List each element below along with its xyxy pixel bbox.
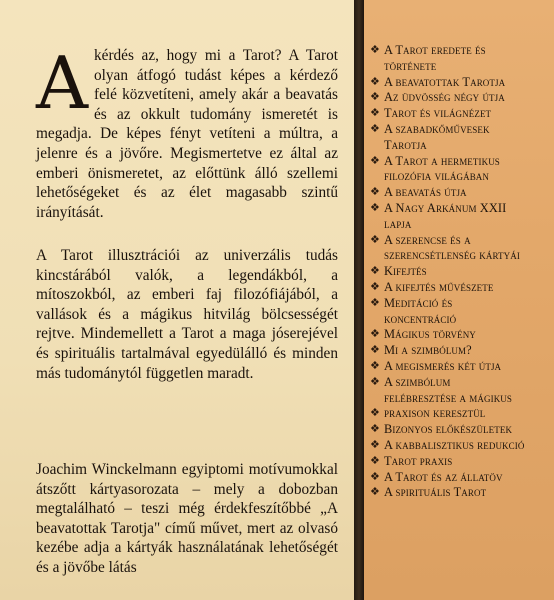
toc-item-title: A spirituális Tarot	[384, 485, 487, 500]
diamond-bullet-icon: ❖	[370, 423, 380, 436]
toc-item-title: Tarot praxis	[384, 453, 453, 468]
toc-item	[370, 327, 554, 343]
diamond-bullet-icon: ❖	[370, 359, 380, 372]
toc-item-title-continued: Tarotja	[384, 137, 427, 152]
toc-item-title: A szimbólum	[384, 374, 451, 389]
diamond-bullet-icon: ❖	[370, 233, 380, 246]
column-divider	[354, 0, 364, 600]
toc-item-title: A Tarot és az állatöv	[384, 469, 503, 484]
toc-item-title: Az üdvösség négy útja	[384, 90, 505, 105]
paragraph-3-text: Joachim Winckelmann egyiptomi motívumokkal átszőtt kártyasorozata – mely a dobozban megtalálható – teszi még érdekfeszítőbbé „A beavatottak Tarotja" című művet, mert az olvasó kezébe adja a kártyák használatának lehetőségét és a jövőbe látás	[36, 461, 338, 576]
toc-item-title-continued: szerencsétlenség kártyái	[384, 248, 520, 263]
toc-item-title: Mágikus törvény	[384, 327, 476, 342]
toc-item-title: Bizonyos előkészületek	[384, 422, 513, 437]
paragraph-illustrations	[36, 246, 338, 436]
toc-item-title-continued: filozófia világában	[384, 169, 489, 184]
toc-item-title-continued: története	[384, 58, 437, 73]
toc-item	[370, 296, 554, 328]
diamond-bullet-icon: ❖	[370, 470, 380, 483]
diamond-bullet-icon: ❖	[370, 438, 380, 451]
toc-item-title: praxison keresztül	[384, 406, 486, 421]
toc-item-title: Meditáció és	[384, 295, 453, 310]
toc-item-title: A megismerés két útja	[384, 358, 502, 373]
toc-item	[370, 454, 554, 470]
toc-item	[370, 470, 554, 486]
toc-item	[370, 43, 554, 75]
diamond-bullet-icon: ❖	[370, 154, 380, 167]
toc-item-title: A kabbalisztikus redukció	[384, 437, 525, 452]
toc-item-title: A beavatás útja	[384, 185, 467, 200]
toc-item-title: Tarot és világnézet	[384, 106, 492, 121]
toc-item-title: A szabadkőművesek	[384, 121, 490, 136]
toc-item-title: A kifejtés művészete	[384, 279, 494, 294]
toc-item-title: Mi a szimbólum?	[384, 343, 472, 358]
toc-item-title: A Tarot eredete és	[384, 43, 486, 57]
diamond-bullet-icon: ❖	[370, 91, 380, 104]
table-of-contents	[370, 43, 554, 501]
toc-item	[370, 406, 554, 422]
toc-item	[370, 75, 554, 91]
diamond-bullet-icon: ❖	[370, 407, 380, 420]
toc-item-title: A Tarot a hermetikus	[384, 153, 500, 168]
toc-item-title-continued: koncentráció	[384, 311, 457, 326]
toc-item	[370, 422, 554, 438]
toc-item	[370, 438, 554, 454]
diamond-bullet-icon: ❖	[370, 201, 380, 214]
paragraph-2-text: A Tarot illusztrációi az univerzális tudás kincstárából valók, a legendákból, a mítoszokból, az emberi faj filozófiájából, a vallások és a mágikus hitvilág bölcsességét rejtve. Mindemellett a Tarot a maga jóserejével és spirituális tartalmával egyedülálló és minden más tudománytól független maradt.	[36, 247, 338, 382]
diamond-bullet-icon: ❖	[370, 122, 380, 135]
diamond-bullet-icon: ❖	[370, 75, 380, 88]
toc-item-title: A Nagy Arkánum XXII	[384, 200, 507, 215]
diamond-bullet-icon: ❖	[370, 328, 380, 341]
toc-item-title: Kifejtés	[384, 264, 427, 279]
toc-item	[370, 122, 554, 154]
toc-item-title: A beavatottak Tarotja	[384, 74, 506, 89]
diamond-bullet-icon: ❖	[370, 375, 380, 388]
toc-item	[370, 343, 554, 359]
toc-item	[370, 280, 554, 296]
diamond-bullet-icon: ❖	[370, 44, 380, 56]
paragraph-1-text: kérdés az, hogy mi a Tarot? A Tarot olyan átfogó tudást képes a kérdező felé közvetíteni, amely akár a beavatás és az okkult tudomány ismeretét is megadja. De képes fényt vetíteni a múltra, a jelenre és a jövőre. Megismertetve ez által az emberi önismeretet, az előttünk álló szellemi lehetőségeket és az élet magasabb szintű irányítását.	[36, 47, 338, 221]
diamond-bullet-icon: ❖	[370, 454, 380, 467]
toc-item	[370, 106, 554, 122]
toc-item-title: A szerencse és a	[384, 232, 471, 247]
contents-column	[364, 0, 554, 600]
toc-item	[370, 154, 554, 186]
toc-item	[370, 185, 554, 201]
diamond-bullet-icon: ❖	[370, 186, 380, 199]
diamond-bullet-icon: ❖	[370, 107, 380, 120]
diamond-bullet-icon: ❖	[370, 344, 380, 357]
toc-item	[370, 201, 554, 233]
paragraph-card-deck	[36, 460, 338, 600]
toc-item	[370, 233, 554, 265]
diamond-bullet-icon: ❖	[370, 486, 380, 499]
drop-cap-letter: A	[36, 41, 88, 125]
toc-item-title-continued: felébresztése a mágikus	[384, 390, 512, 405]
diamond-bullet-icon: ❖	[370, 280, 380, 293]
toc-item	[370, 359, 554, 375]
diamond-bullet-icon: ❖	[370, 265, 380, 278]
toc-item	[370, 90, 554, 106]
toc-item	[370, 264, 554, 280]
toc-item-title-continued: lapja	[384, 216, 412, 231]
diamond-bullet-icon: ❖	[370, 296, 380, 309]
toc-item	[370, 485, 554, 501]
toc-item	[370, 375, 554, 407]
paragraph-intro	[36, 41, 338, 236]
